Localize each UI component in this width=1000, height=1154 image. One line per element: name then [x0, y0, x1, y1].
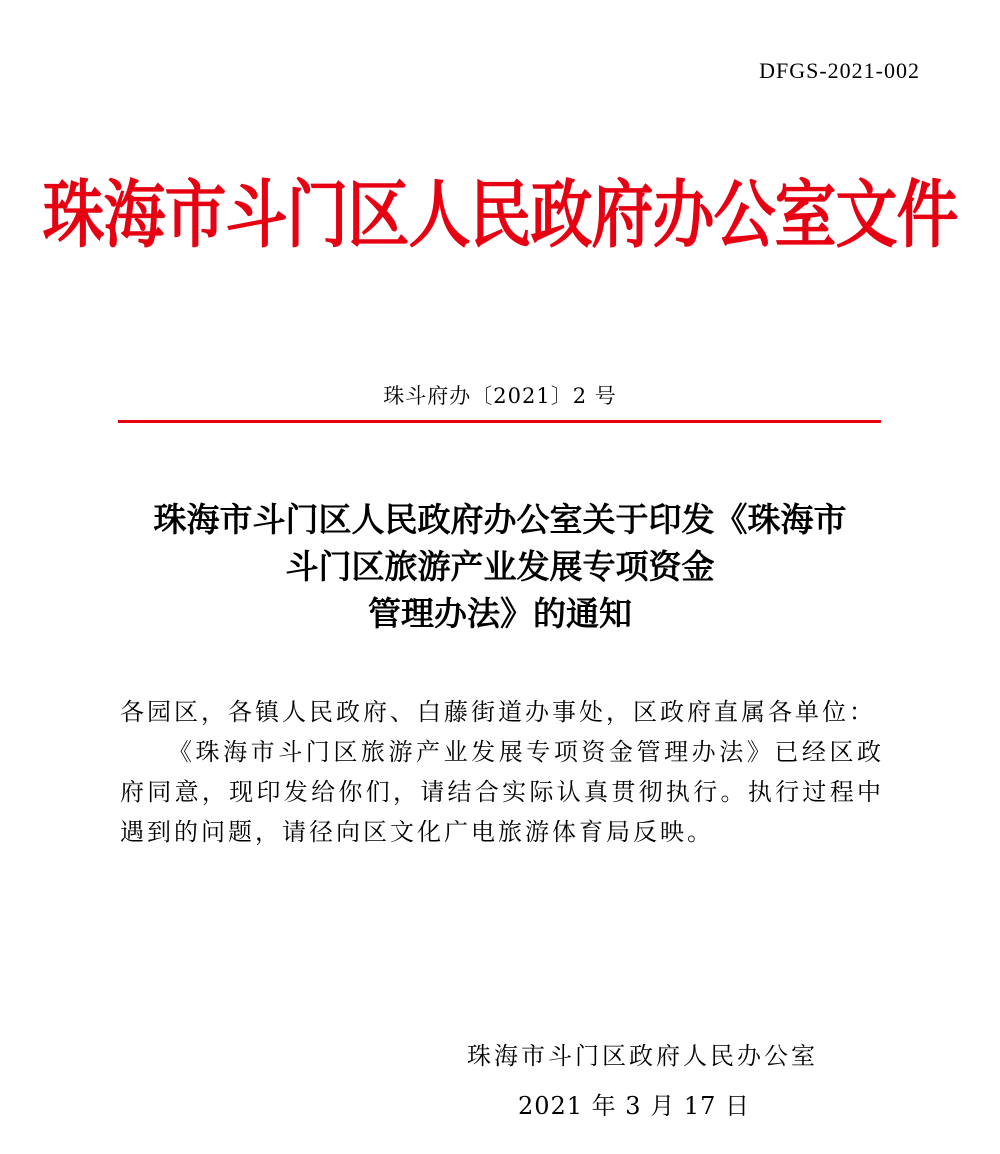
- body-paragraph: 《珠海市斗门区旅游产业发展专项资金管理办法》已经区政府同意，现印发给你们，请结合实际认真贯彻执行。执行过程中遇到的问题，请径向区文化广电旅游体育局反映。: [120, 738, 884, 846]
- title-line: 珠海市斗门区人民政府办公室关于印发《珠海市: [153, 500, 847, 539]
- addressee: 各园区，各镇人民政府、白藤街道办事处，区政府直属各单位：: [120, 698, 876, 726]
- document-number: 珠斗府办〔2021〕2 号: [383, 384, 617, 408]
- document-header: 珠海市斗门区人民政府办公室文件: [42, 171, 958, 258]
- red-divider-line: [118, 420, 881, 423]
- issue-date: 2021 年 3 月 17 日: [517, 1092, 750, 1120]
- document-code: DFGS-2021-002: [759, 58, 920, 83]
- issuer-signature: 珠海市斗门区政府人民办公室: [467, 1042, 818, 1070]
- document-body: [120, 692, 884, 852]
- title-line: 斗门区旅游产业发展专项资金: [285, 547, 715, 586]
- document-title: [100, 496, 900, 637]
- title-line: 管理办法》的通知: [368, 594, 632, 633]
